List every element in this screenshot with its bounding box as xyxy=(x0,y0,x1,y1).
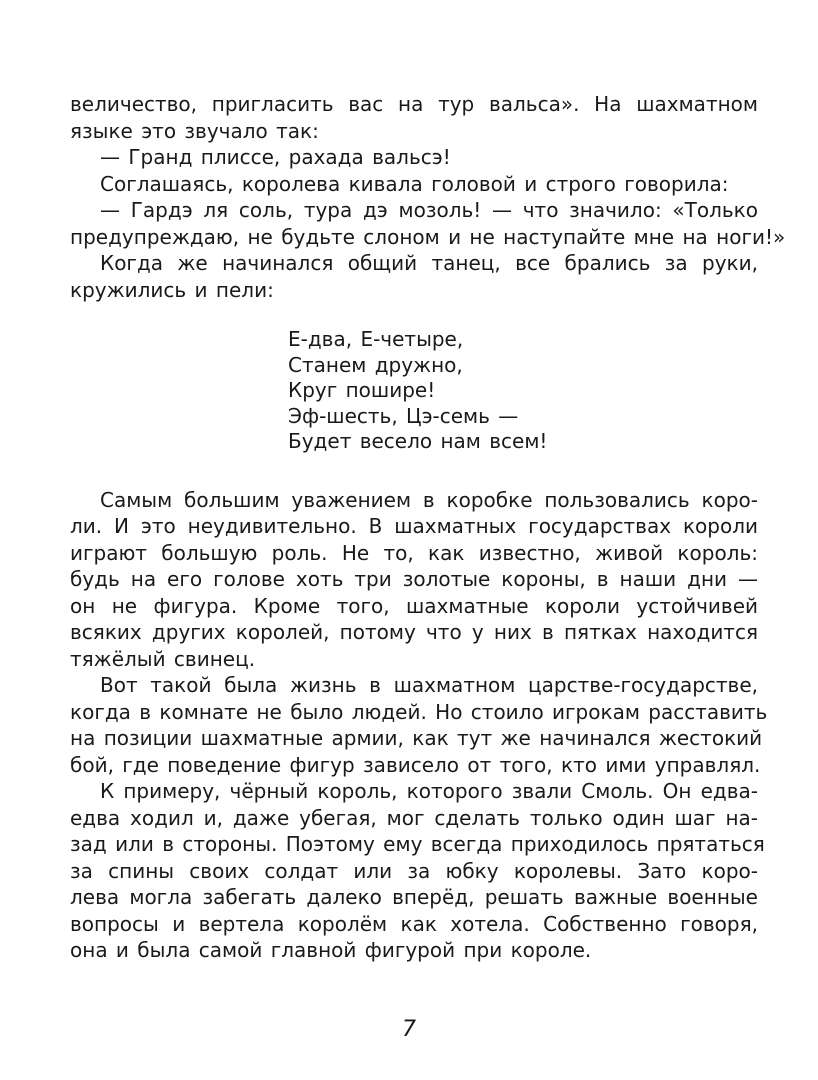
text-line: языке это звучало так: xyxy=(70,118,319,143)
text-line: Вот такой была жизнь в шахматном царстве-государстве, xyxy=(100,673,758,697)
text-line: лева могла забегать далеко вперёд, решать важные военные xyxy=(70,885,758,909)
text-line: когда в комнате не было людей. Но стоило игрокам расставить xyxy=(70,699,768,724)
text-line: на позиции шахматные армии, как тут же начинался жестокий xyxy=(70,726,763,750)
text-line: величество, пригласить вас на тур вальса». На шахматном xyxy=(70,92,758,116)
text-line: тяжёлый свинец. xyxy=(70,646,256,671)
text-line: вопросы и вертела королём как хотела. Собственно говоря, xyxy=(70,911,758,936)
top-text-block xyxy=(70,91,786,303)
text-line: всяких других королей, потому что у них в пятках находится xyxy=(70,620,758,644)
text-line: за спины своих солдат или за юбку королевы. Зато коро- xyxy=(70,858,758,883)
text-line: К примеру, чёрный король, которого звали Смоль. Он едва- xyxy=(100,779,758,803)
text-line: едва ходил и, даже убегая, мог сделать только один шаг на- xyxy=(70,805,758,830)
text-line: он не фигура. Кроме того, шахматные короли устойчивей xyxy=(70,593,758,618)
poem-line: Станем дружно, xyxy=(288,352,463,377)
dialogue-line: — Гранд плиссе, рахада вальсэ! xyxy=(100,145,451,169)
text-line: играют большую роль. Не то, как известно, живой король: xyxy=(70,540,758,565)
text-line: Соглашаясь, королева кивала головой и строго говорила: xyxy=(100,171,729,196)
text-line: зад или в стороны. Поэтому ему всегда приходилось прятаться xyxy=(70,832,765,856)
text-line: будь на его голове хоть три золотые короны, в наши дни — xyxy=(70,567,758,591)
dialogue-line: — Гардэ ля соль, тура дэ мозоль! — что значило: «Только xyxy=(100,198,758,222)
text-line: ли. И это неудивительно. В шахматных государствах короли xyxy=(70,514,758,538)
bottom-text-block xyxy=(70,487,768,964)
poem-line: Е-два, Е-четыре, xyxy=(288,327,464,351)
page-number: 7 xyxy=(402,1017,416,1042)
stanza-gap xyxy=(70,455,758,487)
page-body xyxy=(70,91,786,964)
poem-stanza xyxy=(70,327,758,455)
poem-line: Будет весело нам всем! xyxy=(288,429,548,453)
text-line: бой, где поведение фигур зависело от того, кто ими управлял. xyxy=(70,752,761,777)
poem-line: Круг пошире! xyxy=(288,378,436,402)
text-line: кружились и пели: xyxy=(70,277,274,302)
text-line: она и была самой главной фигурой при короле. xyxy=(70,938,592,962)
text-line: предупреждаю, не будьте слоном и не наступайте мне на ноги!» xyxy=(70,224,786,249)
text-line: Когда же начинался общий танец, все брались за руки, xyxy=(100,251,758,275)
text-line: Самым большим уважением в коробке пользовались коро- xyxy=(100,487,758,512)
poem-line: Эф-шесть, Цэ-семь — xyxy=(288,403,519,428)
